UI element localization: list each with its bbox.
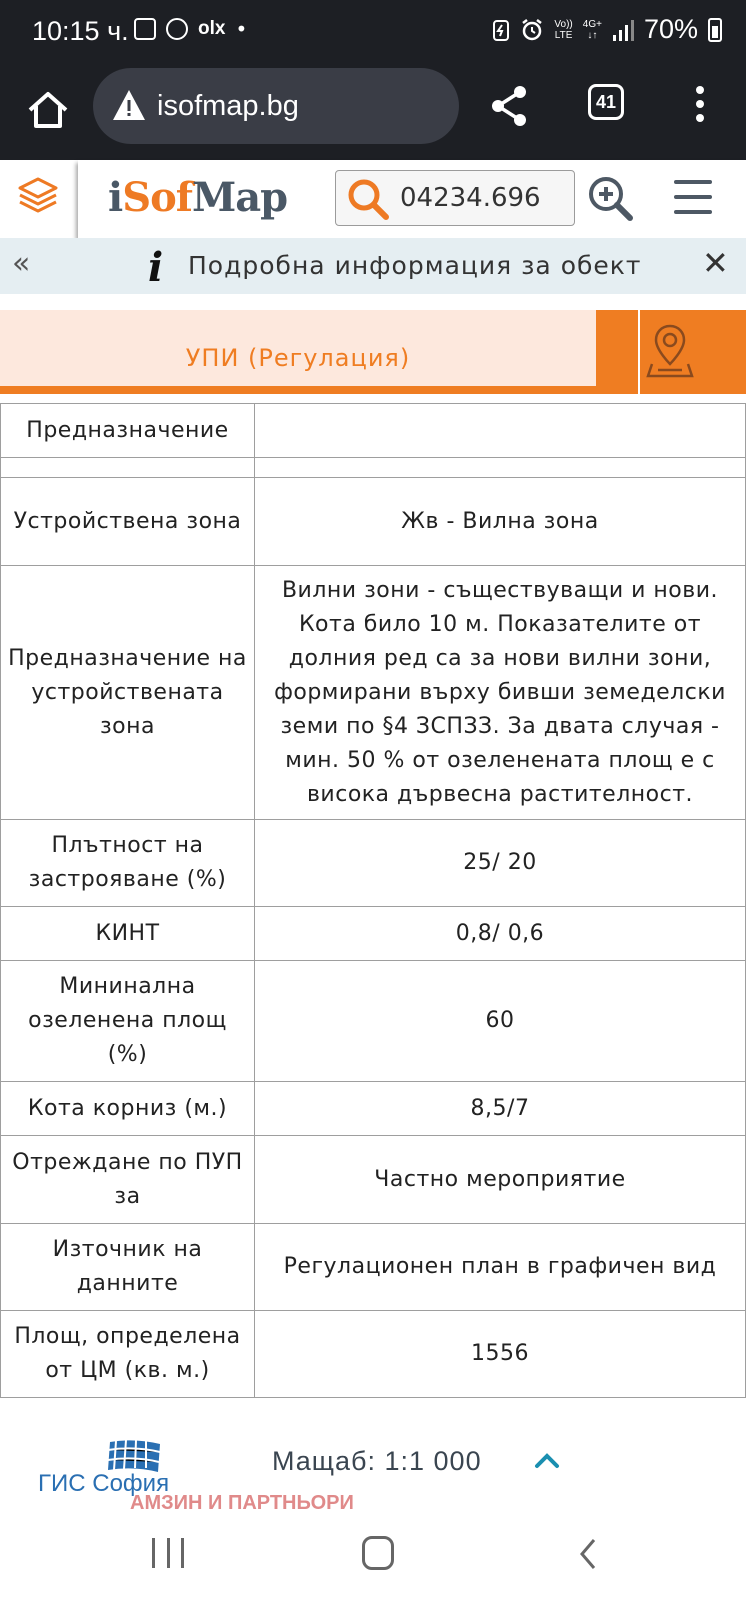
search-icon[interactable] (346, 177, 390, 221)
row-label: Устройствена зона (1, 478, 255, 566)
status-time: 10:15 ч. (32, 16, 129, 46)
table-row (1, 1136, 746, 1224)
map-footer (0, 1410, 746, 1520)
watermark: АМЗИН И ПАРТНЬОРИ (130, 1492, 354, 1514)
status-right (492, 14, 722, 45)
alarm-icon (520, 18, 544, 42)
row-label (1, 458, 255, 478)
network-indicator: 4G+ ↓↑ (582, 18, 602, 41)
notification-dot: • (235, 17, 248, 41)
row-value (255, 404, 746, 458)
tabs-button[interactable]: 41 (588, 84, 624, 120)
address-bar[interactable] (93, 68, 459, 144)
row-label: Предназначение (1, 404, 255, 458)
table-row (1, 907, 746, 961)
row-value: Частно мероприятие (255, 1136, 746, 1224)
section-divider (638, 310, 640, 394)
table-row (1, 478, 746, 566)
row-label: Отреждане по ПУП за (1, 1136, 255, 1224)
table-row (1, 458, 746, 478)
table-row (1, 961, 746, 1082)
row-value (255, 458, 746, 478)
row-label: Площ, определена от ЦМ (кв. м.) (1, 1311, 255, 1398)
close-button[interactable]: ✕ (702, 244, 729, 282)
map-pin-icon[interactable] (644, 320, 696, 384)
url-text[interactable]: isofmap.bg (157, 90, 299, 122)
properties-table (0, 403, 746, 1398)
battery-saver-icon (492, 18, 510, 42)
table-row (1, 820, 746, 907)
table-row (1, 404, 746, 458)
gis-sofia-logo-text: ГИС София (38, 1470, 170, 1497)
olx-icon: olx (198, 18, 226, 39)
logo-panel (78, 160, 746, 238)
row-label: Кота корниз (м.) (1, 1082, 255, 1136)
hamburger-menu-button[interactable] (674, 180, 712, 214)
row-value: 1556 (255, 1311, 746, 1398)
home-nav-button[interactable] (362, 1536, 394, 1570)
collapse-panel-button[interactable]: « (12, 246, 31, 281)
layers-icon[interactable] (0, 160, 78, 238)
row-label: КИНТ (1, 907, 255, 961)
info-panel-title: Подробна информация за обект (188, 251, 642, 280)
row-label: Предназначение на устройствената зона (1, 566, 255, 820)
battery-percent: 70% (643, 14, 698, 44)
row-label: Мининална озеленена площ (%) (1, 961, 255, 1082)
zoom-in-icon[interactable] (586, 174, 634, 222)
table-row (1, 566, 746, 820)
row-label: Плътност на застрояване (%) (1, 820, 255, 907)
row-value: 0,8/ 0,6 (255, 907, 746, 961)
browser-toolbar (0, 66, 746, 160)
map-scale: Мащаб: 1:1 000 (272, 1446, 482, 1476)
notification-icons (134, 17, 247, 41)
chevron-up-icon[interactable] (532, 1450, 562, 1470)
isofmap-logo[interactable]: iSofMap (108, 174, 288, 221)
row-value: Регулационен план в графичен вид (255, 1224, 746, 1311)
app-header (0, 160, 746, 238)
share-button[interactable] (489, 84, 529, 128)
back-nav-button[interactable] (576, 1536, 600, 1572)
recent-apps-button[interactable] (152, 1538, 184, 1570)
signal-icon (612, 19, 634, 41)
system-nav-bar (0, 1520, 746, 1600)
row-value: 60 (255, 961, 746, 1082)
section-header (0, 310, 746, 394)
row-value: 25/ 20 (255, 820, 746, 907)
row-value: 8,5/7 (255, 1082, 746, 1136)
browser-menu-button[interactable] (690, 86, 710, 126)
status-bar (0, 0, 746, 66)
table-row (1, 1082, 746, 1136)
home-button[interactable] (24, 86, 72, 134)
section-title[interactable]: УПИ (Регулация) (185, 344, 411, 372)
search-input[interactable] (400, 183, 570, 213)
viber-icon (166, 18, 188, 40)
battery-icon (708, 18, 722, 42)
table-row (1, 1224, 746, 1311)
section-underline (0, 386, 596, 394)
row-value: Вилни зони - съществуващи и нови. Кота било 10 м. Показателите от долния ред са за нови вилни зони, формирани върху бивши земеделски земи по §4 ЗСПЗЗ. За двата случая - мин. 50 % от озеленената площ е с висока дървесна растителност. (255, 566, 746, 820)
row-value: Жв - Вилна зона (255, 478, 746, 566)
image-icon (134, 18, 156, 40)
warning-icon[interactable] (111, 88, 147, 122)
table-row (1, 1311, 746, 1398)
info-bar (0, 238, 746, 294)
row-label: Източник на данните (1, 1224, 255, 1311)
info-icon: i (148, 244, 164, 291)
search-box[interactable] (335, 170, 575, 226)
volte-indicator: Vo)) LTE (554, 18, 573, 41)
